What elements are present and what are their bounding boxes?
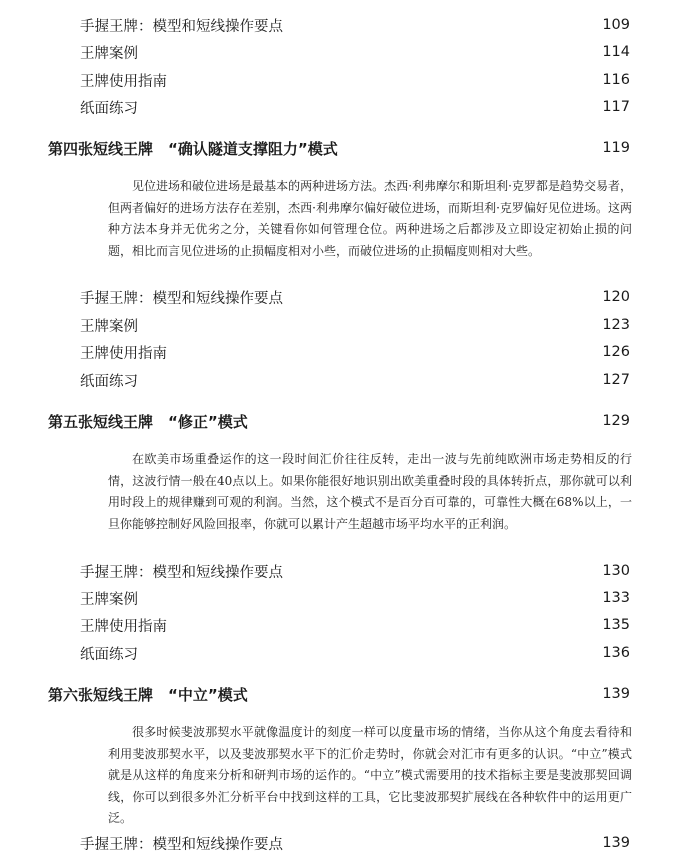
dot-leader [289,564,596,578]
dot-leader [254,687,597,701]
toc-entry-page: 130 [602,563,630,579]
toc-entry-title: 王牌案例 [80,318,138,335]
toc-entry-page: 133 [602,590,630,606]
toc-entry-title: 王牌使用指南 [80,345,167,362]
dot-leader [344,141,597,155]
toc-entry-title: 纸面练习 [80,646,138,663]
chapter-page: 119 [602,140,630,156]
chapter-page: 129 [602,413,630,429]
toc-entry[interactable] [0,587,684,609]
toc-entry-page: 109 [602,17,630,33]
toc-entry-title: 手握王牌：模型和短线操作要点 [80,290,283,307]
chapter-page: 139 [602,686,630,702]
toc-entry-title: 王牌使用指南 [80,73,167,90]
dot-leader [144,318,596,332]
chapter-heading[interactable] [0,410,684,432]
dot-leader [289,18,596,32]
dot-leader [173,73,596,87]
chapter-heading[interactable] [0,683,684,705]
dot-leader [173,618,596,632]
toc-entry-title: 王牌案例 [80,591,138,608]
chapter-title: 第五张短线王牌 “修正”模式 [48,412,248,431]
toc-entry[interactable] [0,96,684,118]
toc-entry-title: 王牌使用指南 [80,618,167,635]
toc-entry-page: 136 [602,645,630,661]
dot-leader [144,646,596,660]
dot-leader [144,100,596,114]
toc-entry-title: 手握王牌：模型和短线操作要点 [80,836,283,853]
toc-entry[interactable] [0,14,684,36]
chapter-summary: 在欧美市场重叠运作的这一段时间汇价往往反转，走出一波与先前纯欧洲市场走势相反的行情，这波行情一般在40点以上。如果你能很好地识别出欧美重叠时段的具体转折点，那你就可以利用时段上的规律赚到可观的利润。当然，这个模式不是百分百可靠的，可靠性大概在68%以上，一旦你能够控制好风险回报率，你就可以累计产生超越市场平均水平的正利润。 [108,452,632,531]
dot-leader [254,414,597,428]
toc-entry[interactable] [0,614,684,636]
toc-entry-title: 手握王牌：模型和短线操作要点 [80,18,283,35]
toc-entry[interactable] [0,560,684,582]
chapter-summary: 见位进场和破位进场是最基本的两种进场方法。杰西·利弗摩尔和斯坦利·克罗都是趋势交易者，但两者偏好的进场方法存在差别，杰西·利弗摩尔偏好破位进场，而斯坦利·克罗偏好见位进场。这两种方法本身并无优劣之分，关键看你如何管理仓位。两种进场之后都涉及立即设定初始止损的问题，相比而言见位进场的止损幅度相对小些，而破位进场的止损幅度则相对大些。 [108,179,632,258]
toc-entry-title: 纸面练习 [80,100,138,117]
toc-entry[interactable] [0,314,684,336]
toc-entry-page: 117 [602,99,630,115]
toc-entry-page: 139 [602,835,630,851]
chapter-heading[interactable] [0,137,684,159]
toc-entry[interactable] [0,41,684,63]
toc-entry-page: 116 [602,72,630,88]
toc-entry-page: 120 [602,289,630,305]
toc-entry-title: 纸面练习 [80,373,138,390]
toc-entry[interactable] [0,832,684,854]
toc-entry[interactable] [0,286,684,308]
toc-entry-page: 114 [602,44,630,60]
chapter-summary: 很多时候斐波那契水平就像温度计的刻度一样可以度量市场的情绪，当你从这个角度去看待和利用斐波那契水平，以及斐波那契水平下的汇价走势时，你就会对汇市有更多的认识。“中立”模式就是从这样的角度来分析和研判市场的运作的。“中立”模式需要用的技术指标主要是斐波那契回调线，你可以到很多外汇分析平台中找到这样的工具，它比斐波那契扩展线在各种软件中的运用更广泛。 [108,725,632,825]
toc-entry[interactable] [0,69,684,91]
toc-entry-title: 手握王牌：模型和短线操作要点 [80,564,283,581]
dot-leader [289,290,596,304]
dot-leader [144,373,596,387]
toc-entry[interactable] [0,341,684,363]
toc-entry-page: 127 [602,372,630,388]
toc-entry-page: 123 [602,317,630,333]
chapter-title: 第四张短线王牌 “确认隧道支撑阻力”模式 [48,139,338,158]
dot-leader [173,345,596,359]
toc-entry-title: 王牌案例 [80,45,138,62]
dot-leader [289,836,596,850]
toc-entry-page: 135 [602,617,630,633]
toc-entry-page: 126 [602,344,630,360]
dot-leader [144,45,596,59]
toc-entry[interactable] [0,369,684,391]
toc-entry[interactable] [0,642,684,664]
dot-leader [144,591,596,605]
chapter-title: 第六张短线王牌 “中立”模式 [48,685,248,704]
